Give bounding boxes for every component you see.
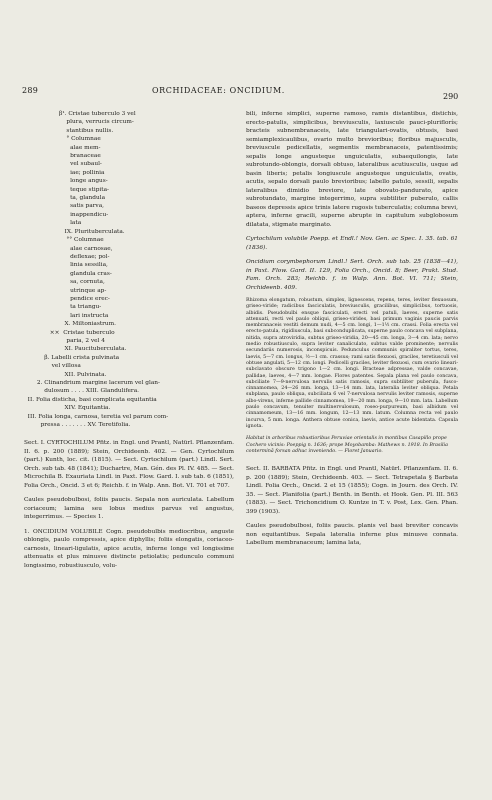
key-line: alae mem- bbox=[24, 144, 101, 151]
key-line: branaceae bbox=[24, 153, 101, 160]
key-line: teque stipita- bbox=[24, 186, 110, 193]
key-line: ×× Cristae tuberculo bbox=[24, 329, 115, 336]
key-line: pendice erec- bbox=[24, 295, 110, 302]
morphological-description: Rhizoma elongatum, robustum, simplex, lignescens, repens, teres, leviter flexuosum, griseo-viride; radicibus fasciculatis, breviusculis, gracilibus, simplicibus, tortuosis, albidis. Pseudobulbi ensque fasciculati, erecti vel patuli, laeves, superne satis attenuati, recti vel paulo obliqui, griseo-virides, basi primum vaginis paucis parvis membranaceis vestiti demum nudi, 4—5 cm. longi, 1—1½ cm. crassi. Folia erecta vel erecto-patula, rigidiuscula, basi subconduplicata, superne paulo concava vel subplana, nitida, supra atroviridia, subtus griseo-viridia, 20—45 cm. longa, 3—4 cm. lata; nervo medio robustiusculo, supra leviter canaliculato, subtus valde prominente; nervulis secundariis numerosis, inconspicuis. Pedunculus communis spiraliter tortus, teres, laevis, 5—7 cm. longus, ½—1 cm. crassus; rami satis flexuosi, graciles, teretiusculi vel obtuse angulati, 5—12 cm. longi. Pedicelli graciles, leviter flexuosi, cum ovario lineari-subclavato obscure trigono 1—2 cm. longi. Bracteae adpressae, valde concavae, pallidae, laeves, 4—7 mm. longae. Flores patentes. Sepala plana vel paulo concava, subciliate 7—9-nervulosa nervulis satis ramosis, supra subtiliter puberula, fusco-cinnamomea, 24—26 mm. longa, 13—14 mm. lata, lateralia leviter obliqua. Petala subplana, paulo obliqua, subciliata 6 vel 7-nervulosa nervulis leviter ramosis, superne albo-virens, inferne pallide cinnamomea, 19—20 mm. longa, 9—10 mm. lata. Labellum paulo concavum, tenuiter multinervulosum, roseo-purpureum, basi albidum vel cinnamomeum, 13—16 mm. longum, 12—13 mm. latum. Columna recta vel paulo incurva, 5 mm. longa. Anthera obtuse conica, laevis, antice acute bidentata. Capsula ignota. bbox=[246, 298, 458, 429]
key-line: IX. Plurituberculata. bbox=[24, 228, 125, 235]
key-line: deflexae; pol- bbox=[24, 253, 110, 260]
key-line: inappendicu- bbox=[24, 211, 109, 218]
key-line: ta, glandula bbox=[24, 195, 106, 202]
key-line: glandula cras- bbox=[24, 270, 112, 277]
key-line: II. Folia disticha, basi complicata equitantia bbox=[24, 396, 157, 403]
key-line: X. Miltoniastrum. bbox=[24, 321, 117, 328]
key-line: satis parva, bbox=[24, 203, 105, 210]
species-description-cont: bili, inferne simplici, superne ramoso, ramis distantibus, distichis, erecto-patulis, simplicibus, breviusculis, laxiuscule pauci-pluriflorís; bracteis subnembranaceis, late triangulari-ovatis, obtusis, basi semiamplexicaulibus, ovario multo brevioribus; floribus majusculis, breviuscule pedicellatis, segmentis membranaceis, patentissimis; sepalis longe angusteque unguiculatis, subaequilongis, late subrotundo-oblongis, dorsali obtuso, lateralibus acutiusculis, usque ad basin liberis; petalis longiuscule angusteque unguiculatis, ovatis, acutis, sepalo dorsali paulo brevioribus; labello patulo, sessili, sepalis lateralibus dimidio breviore, late obovato-pandurato, apice subrotundato, margine integerrimo, supra subtiliter puberulo, callis baseos depressis apice trinis latere rugosis tuberculatis; columna brevi, aptera, inferne gracili, superne abrupte in capitulum subglobosum dilatata, stigmate marginato. bbox=[246, 111, 458, 228]
key-line: vel subaul- bbox=[24, 161, 102, 168]
key-line: stantibus nullis. bbox=[24, 127, 114, 134]
key-line: paria, 2 vel 4 bbox=[24, 337, 105, 344]
section-cyrtochilum-description: Caules pseudobulbosi, foliis paucis. Sepala non auriculata. Labellum coriaceum; lamina seu lobus medius parvus vel angustus, integerrimus. — Species 1. bbox=[24, 497, 234, 521]
key-line: sa, cornuta, bbox=[24, 279, 105, 286]
left-column bbox=[24, 110, 234, 570]
right-column bbox=[246, 110, 458, 548]
section-cyrtochilum: Sect. I. CYRTOCHILUM Pfitz. in Engl. und Prantl, Natürl. Pflanzenfam. II. 6. p. 200 (1889); Stein, Orchideenb. 402. — Gen. Cyrtochilum (part.) Kunth, loc. cit. (1815). — Sect. Cyrtochilum (part.) Lindl. Sert. Orch. sub tab. 48 (1841); Duchartre, Man. Gén. des Pl. IV. 485. — Sect. Microchila B. Exauriata Lindl. in Paxt. Flow. Gard. I. sub tab. 6 (1851), Folia Orch., Oncid. 3 et 6; Reichb. f. in Walp. Ann. Bot. VI. 701 et 707. bbox=[24, 440, 234, 489]
habitat: Habitat in arboribus robustioribus Peruviae orientalis in montibus Casapillo prope Cochero vicinis: Poeppig n. 1636; prope Moyobamba: Mathews n. 1918. In Brasilia conterminā forsan adhuc inveniendo. — Floret Januario. bbox=[246, 436, 448, 454]
key-line: alae carnosae, bbox=[24, 245, 113, 252]
key-line: linia sessilia, bbox=[24, 262, 108, 269]
key-line: dulosum . . . . XIII. Glandulifera. bbox=[24, 388, 140, 395]
key-line: XIV. Equitantia. bbox=[24, 405, 111, 412]
key-line: lata bbox=[24, 220, 82, 227]
page-number-right: 290 bbox=[443, 92, 459, 101]
synonym-cyrtochilum: Cyrtochilum volubile Poepp. et Endl.! Nov. Gen. ac Spec. I. 35. tab. 61 (1836). bbox=[246, 236, 458, 251]
species-oncidium-volubile: 1. ONCIDIUM VOLUBILE Cogn. pseudobulbis mediocribus, anguste oblongis, paulo compressis, apice diphyllis; foliis elongatis, coriaceo-carnosis, lineari-ligulatis, apice acutis, inferne longe vel longissime attenuatis et plus minusve distincte petiolatis; pedunculo communi longissimo, robustiusculo, volu- bbox=[24, 528, 234, 569]
key-line: plura, verrucis circum- bbox=[24, 119, 134, 126]
key-line: β. Labelli crista pulvinata bbox=[24, 354, 120, 361]
key-line: 2. Clinandrium margine lacerum vel glan- bbox=[24, 380, 160, 386]
key-line: utrinque ap- bbox=[24, 287, 107, 294]
key-line: ° Columnae bbox=[24, 136, 101, 143]
key-line: ta triangu- bbox=[24, 304, 102, 311]
key-line: β¹. Cristae tuberculo 3 vel bbox=[24, 111, 136, 117]
synonym-oncidium-corymbephorum: Oncidium corymbephorum Lindl.! Sert. Orch. sub tab. 25 (1838—41), in Paxt. Flow. Gard. II. 129, Folia Orch., Oncid. 8; Beer, Prakt. Stud. Fam. Orch. 283; Reichb. f. in Walp. Ann. Bot. VI. 711; Stein, Orchideenb. 409. bbox=[246, 259, 458, 291]
key-line: iae; pollinia bbox=[24, 169, 105, 176]
key-line: XII. Pulvinata. bbox=[24, 371, 107, 378]
key-line: °° Columnae bbox=[24, 237, 104, 244]
running-title: ORCHIDACEAE: ONCIDIUM. bbox=[152, 86, 285, 95]
key-line: XI. Paucituberculata. bbox=[24, 346, 127, 353]
section-key bbox=[24, 110, 234, 429]
key-line: III. Folia longa, carnosa, teretia vel parum com- bbox=[24, 413, 169, 420]
key-line: pressa . . . . . . . XV. Teretifolia. bbox=[24, 422, 131, 429]
page-number-left: 289 bbox=[22, 86, 39, 95]
key-line: longe angus- bbox=[24, 178, 108, 185]
key-line: lari instructa bbox=[24, 312, 109, 319]
section-barbata: Sect. II. BARBATA Pfitz. in Engl. und Prantl, Natürl. Pflanzenfam. II. 6. p. 200 (1889); Stein, Orchideenb. 403. — Sect. Tetrapetala § Barbata Lindl. Folia Orch., Oncid. 2 et 15 (1855); Cogn. in Journ. des Orch. IV. 35. — Sect. Planifolia (part.) Benth. in Benth. et Hook. Gen. Pl. III. 563 (1883). — Sect. Trichoncidium O. Kuntze in T. v. Post, Lex. Gen. Phan. 399 (1903). bbox=[246, 466, 458, 515]
section-barbata-description: Caules pseudobulbosi, foliis paucis. planis vel basi breviter concavis non equitantibus. Sepala lateralia inferne plus minusve connata. Labellum membranaceum; lamina lata, bbox=[246, 523, 458, 547]
key-line: vel villosa bbox=[24, 363, 81, 370]
